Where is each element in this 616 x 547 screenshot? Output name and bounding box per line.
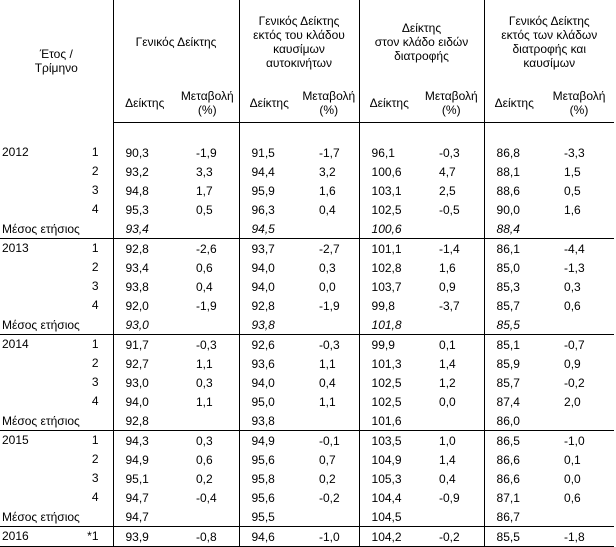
index-value: 85,5 [484,527,544,547]
year-label: 2015 [2,433,29,447]
change-value: 0,5 [196,202,213,217]
quarter-label: 3 [91,279,99,293]
index-value: 99,9 [359,335,419,355]
table-row [0,239,614,259]
change-value: 0,3 [196,375,213,390]
index-value: 100,6 [359,219,419,239]
index-value: 100,6 [359,162,419,181]
change-value [544,315,614,335]
index-value: 86,6 [484,469,544,488]
change-value: 0,4 [196,279,213,294]
change-value: -0,5 [439,202,460,217]
change-value [544,507,614,527]
index-value: 92,0 [113,296,176,315]
index-value: 94,5 [239,219,299,239]
change-value: 0,4 [319,375,336,390]
index-value: 93,8 [239,411,299,431]
index-value: 95,1 [113,469,176,488]
change-value: -0,2 [319,490,340,505]
table-row [0,450,614,469]
change-value: -0,3 [299,335,359,355]
sub-header-index: Δείκτης [239,84,299,123]
change-value: -1,9 [319,298,340,313]
quarter-label: 1 [91,241,99,255]
year-quarter-header: Έτος / Τρίμηνο [34,47,78,76]
index-value: 93,0 [113,315,176,335]
index-value: 94,9 [239,431,299,451]
sub-header-index: Δείκτης [359,84,419,123]
index-value: 88,1 [484,162,544,181]
index-value: 95,6 [239,488,299,507]
change-value: 1,6 [439,260,456,275]
change-value: -0,7 [544,335,614,355]
quarter-label: 2 [91,260,99,274]
change-value: 0,3 [564,279,581,294]
sub-header-change: Μεταβολή (%) [299,84,359,123]
year-quarter-cell [0,296,113,315]
change-value [544,219,614,239]
index-value: 85,7 [484,296,544,315]
index-value: 102,5 [359,200,419,219]
change-value: 0,2 [319,471,336,486]
index-value: 85,9 [484,354,544,373]
year-quarter-cell [0,392,113,411]
change-value: 1,1 [196,356,213,371]
change-value: -4,4 [544,239,614,259]
change-value [299,507,359,527]
change-value: 0,4 [319,202,336,217]
quarter-label: 4 [91,202,99,216]
change-value: 0,6 [564,298,581,313]
table-row [0,469,614,488]
index-value: 85,3 [484,277,544,296]
change-value: -0,2 [564,375,585,390]
index-value: 101,1 [359,239,419,259]
index-value: 103,7 [359,277,419,296]
change-value: -0,8 [176,527,239,547]
quarter-label: 2 [91,164,99,178]
index-value: 93,8 [113,277,176,296]
index-value: 91,5 [239,143,299,162]
sub-header-index: Δείκτης [113,84,176,123]
change-value [419,219,484,239]
change-value: 0,2 [196,471,213,486]
index-value: 101,6 [359,411,419,431]
quarter-label: 2 [91,356,99,370]
annual-average-label: Μέσος ετήσιος [2,221,80,236]
index-value: 94,0 [239,373,299,392]
table-row [0,354,614,373]
change-value [419,315,484,335]
index-value: 86,1 [484,239,544,259]
annual-average-row [0,219,614,239]
index-value: 85,0 [484,258,544,277]
table-row [0,277,614,296]
annual-average-row [0,411,614,431]
change-value: 1,1 [319,356,336,371]
index-value: 92,7 [113,354,176,373]
change-value: -1,3 [564,260,585,275]
index-value: 94,0 [239,258,299,277]
change-value: 0,4 [439,471,456,486]
sub-header-change: Μεταβολή (%) [419,84,484,123]
change-value [299,411,359,431]
index-value: 96,3 [239,200,299,219]
annual-average-label: Μέσος ετήσιος [2,509,80,524]
quarter-label: 3 [91,183,99,197]
quarter-label: 3 [91,471,99,485]
index-value: 94,3 [113,431,176,451]
year-quarter-cell [0,431,113,451]
quarter-label: 2 [91,452,99,466]
change-value: 0,3 [176,431,239,451]
index-value: 104,2 [359,527,419,547]
index-value: 85,1 [484,335,544,355]
index-value: 94,9 [113,450,176,469]
index-value: 96,1 [359,143,419,162]
quarter-label: 4 [91,490,99,504]
quarter-label: *1 [87,529,99,543]
change-value: -0,1 [299,431,359,451]
change-value: 0,9 [439,279,456,294]
change-value: 1,4 [439,452,456,467]
change-value: 0,1 [419,335,484,355]
table-row [0,258,614,277]
index-value: 104,4 [359,488,419,507]
index-value: 104,5 [359,507,419,527]
year-label: 2013 [2,241,29,255]
change-value: 0,3 [319,260,336,275]
index-value: 94,4 [239,162,299,181]
table-row [0,181,614,200]
year-quarter-cell [0,469,113,488]
index-value: 102,5 [359,373,419,392]
index-value: 86,5 [484,431,544,451]
year-quarter-cell [0,181,113,200]
index-value: 93,8 [239,315,299,335]
change-value: 0,6 [196,260,213,275]
change-value: -2,7 [299,239,359,259]
table-row [0,335,614,355]
year-quarter-cell [0,258,113,277]
index-value: 102,8 [359,258,419,277]
year-quarter-cell [0,277,113,296]
year-label: 2014 [2,337,29,351]
change-value: 1,6 [564,202,581,217]
group-header-excl-fuel: Γενικός Δείκτης εκτός του κλάδου καυσίμων αυτοκινήτων [239,0,359,84]
index-value: 95,9 [239,181,299,200]
change-value: -1,9 [196,298,217,313]
index-value: 92,8 [239,296,299,315]
sub-header-change: Μεταβολή (%) [176,84,239,123]
index-value: 103,5 [359,431,419,451]
change-value [419,507,484,527]
change-value: 0,6 [564,490,581,505]
annual-average-row [0,507,614,527]
change-value [176,507,239,527]
change-value: -0,9 [439,490,460,505]
change-value: -3,3 [564,145,585,160]
index-value: 105,3 [359,469,419,488]
index-value: 94,0 [239,277,299,296]
index-value: 90,0 [484,200,544,219]
table-row [0,392,614,411]
table-row [0,143,614,162]
change-value: 0,6 [196,452,213,467]
table-row [0,431,614,451]
change-value: -1,0 [299,527,359,547]
change-value: 1,6 [319,183,336,198]
change-value [176,315,239,335]
index-value: 92,6 [239,335,299,355]
index-value: 93,4 [113,219,176,239]
change-value: 0,7 [319,452,336,467]
change-value: 1,4 [439,356,456,371]
change-value: -1,9 [196,145,217,160]
table-row [0,296,614,315]
index-value: 86,6 [484,450,544,469]
change-value: 1,0 [419,431,484,451]
change-value: 0,5 [564,183,581,198]
table-row [0,488,614,507]
index-value: 86,7 [484,507,544,527]
group-header-food: Δείκτης στον κλάδο ειδών διατροφής [359,0,484,84]
change-value: 0,0 [564,471,581,486]
group-header-general-index: Γενικός Δείκτης [113,0,239,84]
index-value: 94,6 [239,527,299,547]
index-value: 101,3 [359,354,419,373]
quarter-label: 1 [91,145,99,159]
change-value: 4,7 [439,164,456,179]
table-row [0,200,614,219]
change-value: -0,4 [196,490,217,505]
index-value: 88,4 [484,219,544,239]
year-quarter-cell [0,200,113,219]
index-value: 88,6 [484,181,544,200]
index-value: 87,1 [484,488,544,507]
sub-header-change: Μεταβολή (%) [544,84,614,123]
year-quarter-cell [0,239,113,259]
quarter-label: 4 [91,298,99,312]
change-value: 0,0 [439,394,456,409]
change-value: 0,0 [319,279,336,294]
group-header-excl-food-fuel: Γενικός Δείκτης εκτός των κλάδων διατροφής και καυσίμων [484,0,614,84]
change-value: -3,7 [439,298,460,313]
change-value [176,219,239,239]
change-value: 1,7 [196,183,213,198]
index-value: 91,7 [113,335,176,355]
index-value: 93,7 [239,239,299,259]
quarter-label: 3 [91,375,99,389]
change-value: 1,1 [319,394,336,409]
table-row [0,527,614,547]
change-value: -0,3 [176,335,239,355]
index-value: 86,8 [484,143,544,162]
annual-average-row [0,315,614,335]
change-value: -1,7 [319,145,340,160]
index-value: 85,5 [484,315,544,335]
index-value: 102,5 [359,392,419,411]
index-value: 95,6 [239,450,299,469]
index-value: 93,4 [113,258,176,277]
year-quarter-cell [0,335,113,355]
index-value: 95,3 [113,200,176,219]
index-value: 93,2 [113,162,176,181]
change-value: 1,2 [439,375,456,390]
change-value [176,411,239,431]
change-value: -2,6 [176,239,239,259]
index-value: 86,0 [484,411,544,431]
table-row [0,162,614,181]
index-value: 94,7 [113,507,176,527]
change-value: 0,1 [564,452,581,467]
table-row [0,373,614,392]
index-value: 94,7 [113,488,176,507]
change-value: 0,9 [564,356,581,371]
index-value: 95,8 [239,469,299,488]
change-value: 2,5 [439,183,456,198]
index-value: 94,0 [113,392,176,411]
index-value: 104,9 [359,450,419,469]
year-quarter-cell [0,450,113,469]
index-value: 95,5 [239,507,299,527]
change-value [299,315,359,335]
index-value: 90,3 [113,143,176,162]
year-quarter-cell [0,373,113,392]
index-value: 94,8 [113,181,176,200]
change-value: 2,0 [564,394,581,409]
index-value: 101,8 [359,315,419,335]
index-value: 93,0 [113,373,176,392]
year-label: 2016 [2,529,29,543]
index-value: 93,6 [239,354,299,373]
change-value: -0,2 [419,527,484,547]
index-value: 103,1 [359,181,419,200]
index-value: 93,9 [113,527,176,547]
change-value: 3,3 [196,164,213,179]
change-value: -0,3 [439,145,460,160]
index-value: 87,4 [484,392,544,411]
sub-header-index: Δείκτης [484,84,544,123]
change-value: 3,2 [319,164,336,179]
index-value: 92,8 [113,411,176,431]
quarter-label: 1 [91,337,99,351]
change-value: -1,0 [544,431,614,451]
change-value: 1,1 [196,394,213,409]
change-value: -1,4 [419,239,484,259]
year-quarter-cell [0,162,113,181]
change-value [419,411,484,431]
year-label: 2012 [2,145,29,159]
change-value: 1,5 [564,164,581,179]
index-value: 92,8 [113,239,176,259]
year-quarter-cell [0,354,113,373]
year-quarter-cell [0,527,113,547]
annual-average-label: Μέσος ετήσιος [2,413,80,428]
index-value: 85,7 [484,373,544,392]
change-value [299,219,359,239]
change-value: -1,8 [544,527,614,547]
annual-average-label: Μέσος ετήσιος [2,317,80,332]
index-value: 99,8 [359,296,419,315]
year-quarter-cell [0,143,113,162]
change-value [544,411,614,431]
quarter-label: 4 [91,394,99,408]
quarter-label: 1 [91,433,99,447]
year-quarter-cell [0,488,113,507]
index-value: 95,0 [239,392,299,411]
